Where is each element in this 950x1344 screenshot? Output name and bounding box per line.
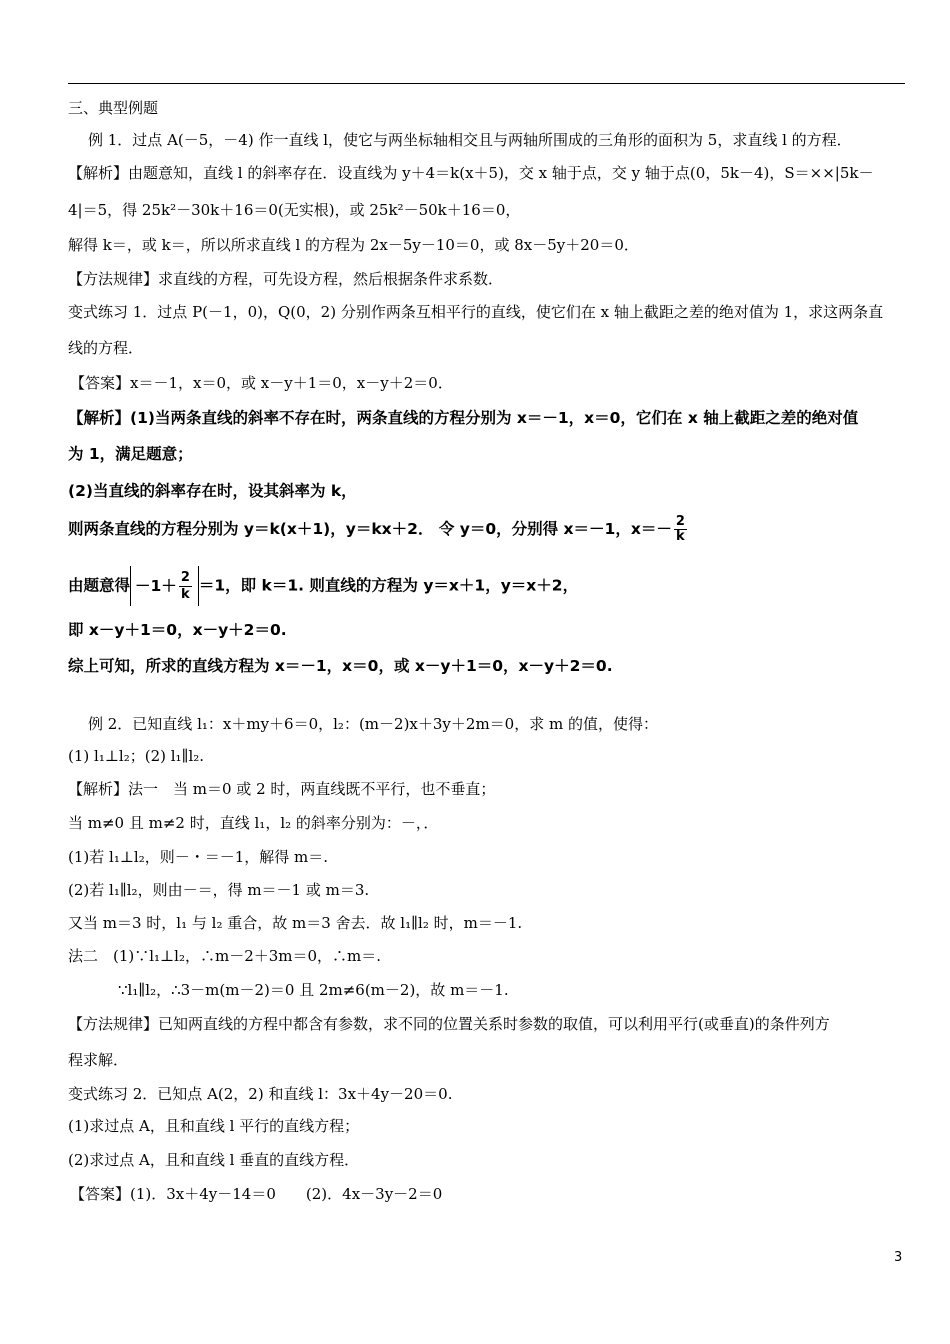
example-2-method: 程求解． [68, 1051, 129, 1069]
variant-1-analysis: 即 x－y＋1＝0，x－y＋2＝0. [68, 621, 287, 639]
example-2-parts: (1) l₁⊥l₂；(2) l₁∥l₂. [68, 747, 205, 765]
variant-1-analysis: 【解析】(1)当两条直线的斜率不存在时，两条直线的方程分别为 x＝－1，x＝0，它们在 x 轴上截距之差的绝对值 [68, 409, 859, 427]
equation-text: ＝1，即 k＝1. 则直线的方程为 y＝x＋1，y＝x＋2， [198, 576, 579, 595]
variant-1-analysis [68, 566, 578, 606]
example-2-solution: ∵l₁∥l₂，∴3－m(m－2)＝0 且 2m≠6(m－2)，故 m＝－1. [118, 981, 509, 999]
variant-1-analysis: 为 1，满足题意； [68, 445, 193, 463]
equation-text: 则两条直线的方程分别为 y＝k(x＋1)，y＝kx＋2． 令 y＝0，分别得 x＝－1，x＝－ [68, 520, 672, 538]
fraction [179, 570, 192, 603]
fraction-numerator: 2 [180, 570, 190, 585]
example-2-solution: (2)若 l₁∥l₂，则由－＝，得 m＝－1 或 m＝3. [68, 881, 370, 899]
variant-1-question: 线的方程． [68, 339, 144, 357]
example-2-method: 【方法规律】已知两直线的方程中都含有参数，求不同的位置关系时参数的取值，可以利用平行(或垂直)的条件列方 [68, 1015, 830, 1033]
example-1-method: 【方法规律】求直线的方程，可先设方程，然后根据条件求系数． [68, 270, 504, 288]
example-2-solution: (1)若 l₁⊥l₂，则－・＝－1，解得 m＝. [68, 848, 329, 866]
example-1-title: 例 1．过点 A(－5，－4) 作一直线 l，使它与两坐标轴相交且与两轴所围成的三角形的面积为 5，求直线 l 的方程． [88, 131, 852, 149]
variant-1-analysis: 综上可知，所求的直线方程为 x＝－1，x＝0，或 x－y＋1＝0，x－y＋2＝0. [68, 657, 613, 675]
variant-2-answer: 【答案】(1)．3x＋4y－14＝0 (2)．4x－3y－2＝0 [70, 1185, 443, 1203]
variant-1-analysis: (2)当直线的斜率存在时，设其斜率为 k， [68, 482, 357, 500]
abs-expression: －1＋ [135, 577, 177, 595]
page-number: 3 [894, 1250, 903, 1265]
example-1-analysis: 【解析】由题意知，直线 l 的斜率存在．设直线为 y＋4＝k(x＋5)，交 x 轴于点，交 y 轴于点(0，5k－4)，S＝××|5k－ [68, 164, 874, 182]
variant-2-part: (2)求过点 A，且和直线 l 垂直的直线方程． [68, 1151, 360, 1169]
example-2-solution: 又当 m＝3 时，l₁ 与 l₂ 重合，故 m＝3 舍去．故 l₁∥l₂ 时，m＝－1. [68, 914, 523, 932]
fraction-denominator: k [181, 587, 190, 602]
example-1-analysis: 4|＝5，得 25k²－30k＋16＝0(无实根)，或 25k²－50k＋16＝0， [68, 201, 521, 219]
fraction [674, 515, 687, 544]
header-rule [68, 83, 905, 84]
example-2-solution: 法二 (1)∵l₁⊥l₂，∴m－2＋3m＝0，∴m＝. [68, 947, 382, 965]
example-1-analysis: 解得 k＝，或 k＝，所以所求直线 l 的方程为 2x－5y－10＝0，或 8x－5y＋20＝0． [68, 236, 639, 254]
variant-1-question: 变式练习 1．过点 P(－1，0)，Q(0，2) 分别作两条互相平行的直线，使它们在 x 轴上截距之差的绝对值为 1，求这两条直 [68, 303, 884, 321]
variant-2-question: 变式练习 2．已知点 A(2，2) 和直线 l：3x＋4y－20＝0. [68, 1085, 453, 1103]
variant-1-answer: 【答案】x＝－1，x＝0，或 x－y＋1＝0，x－y＋2＝0． [70, 374, 453, 392]
example-2-solution: 当 m≠0 且 m≠2 时，直线 l₁，l₂ 的斜率分别为：－，． [68, 814, 439, 832]
example-2-solution: 【解析】法一 当 m＝0 或 2 时，两直线既不平行，也不垂直； [68, 780, 496, 798]
variant-2-part: (1)求过点 A，且和直线 l 平行的直线方程； [68, 1117, 360, 1135]
equation-text: 由题意得 [68, 576, 131, 595]
absolute-value [130, 566, 199, 606]
fraction-numerator: 2 [675, 514, 685, 529]
section-heading: 三、典型例题 [68, 99, 159, 117]
example-2-title: 例 2．已知直线 l₁：x＋my＋6＝0，l₂：(m－2)x＋3y＋2m＝0，求 m 的值，使得： [88, 715, 658, 733]
variant-1-analysis [68, 515, 689, 544]
fraction-denominator: k [676, 529, 685, 544]
